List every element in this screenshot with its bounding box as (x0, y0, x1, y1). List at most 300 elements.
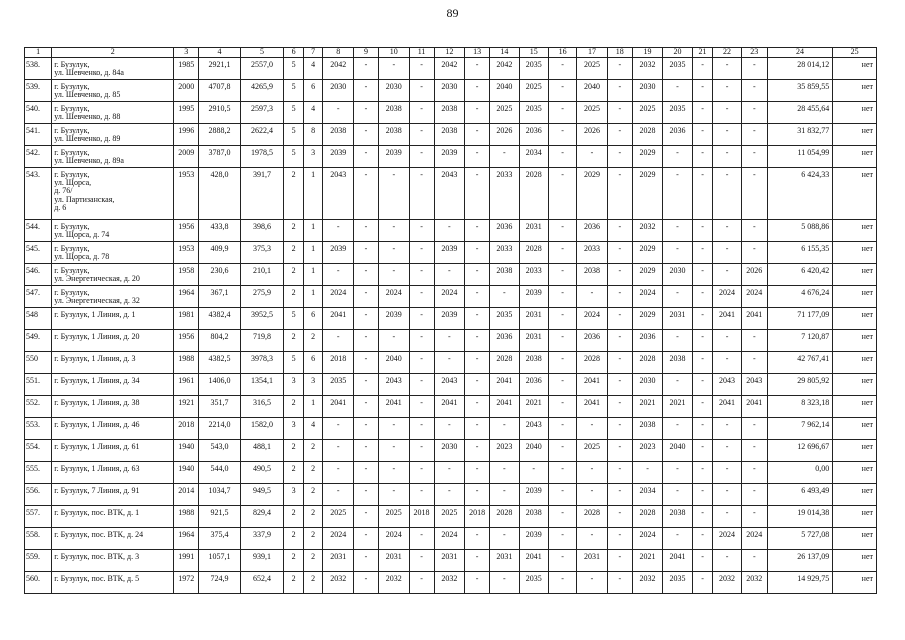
value-cell: - (353, 352, 378, 374)
value-cell: 5 (284, 124, 304, 146)
value-cell: - (713, 58, 741, 80)
value-cell: - (548, 484, 576, 506)
value-cell: - (577, 418, 608, 440)
value-cell: 1956 (174, 220, 199, 242)
value-cell: 2030 (434, 80, 465, 102)
page-number: 89 (446, 6, 459, 20)
table-row (25, 242, 877, 264)
value-cell: - (607, 506, 632, 528)
address-cell: г. Бузулук, ул. Шевченко, д. 84а (52, 58, 174, 80)
value-cell: - (409, 484, 434, 506)
value-cell: 2041 (663, 550, 692, 572)
value-cell: 2031 (519, 308, 548, 330)
table-row (25, 462, 877, 484)
value-cell: 2043 (434, 168, 465, 220)
value-cell: 2032 (632, 572, 663, 594)
value-cell: 2 (284, 572, 304, 594)
table-row (25, 572, 877, 594)
value-cell: - (409, 462, 434, 484)
value-cell: - (465, 146, 490, 168)
value-cell: 2036 (490, 220, 519, 242)
value-cell: 2028 (632, 352, 663, 374)
value-cell: - (548, 462, 576, 484)
value-cell: 5 (284, 146, 304, 168)
value-cell: 3 (303, 374, 323, 396)
value-cell: - (323, 440, 354, 462)
value-cell: - (741, 550, 767, 572)
value-cell: - (663, 484, 692, 506)
value-cell: 2021 (632, 396, 663, 418)
value-cell: - (353, 396, 378, 418)
value-cell: - (323, 220, 354, 242)
value-cell: 3952,5 (240, 308, 284, 330)
value-cell: - (607, 102, 632, 124)
value-cell: - (692, 124, 713, 146)
column-number-header: 19 (632, 48, 663, 58)
table-row (25, 286, 877, 308)
value-cell: - (548, 440, 576, 462)
value-cell: 4 (303, 102, 323, 124)
value-cell: 2 (284, 550, 304, 572)
row-number-cell: 551. (25, 374, 52, 396)
value-cell: 2028 (490, 352, 519, 374)
column-number-header: 12 (434, 48, 465, 58)
row-number-cell: 554. (25, 440, 52, 462)
column-number-header: 20 (663, 48, 692, 58)
cost-cell: 6 493,49 (767, 484, 832, 506)
value-cell: - (713, 550, 741, 572)
value-cell: - (323, 418, 354, 440)
value-cell: - (548, 264, 576, 286)
value-cell: 2028 (519, 242, 548, 264)
value-cell: - (692, 484, 713, 506)
value-cell: - (713, 242, 741, 264)
value-cell: 921,5 (199, 506, 240, 528)
value-cell: 2888,2 (199, 124, 240, 146)
value-cell: - (692, 418, 713, 440)
value-cell: 1956 (174, 330, 199, 352)
address-cell: г. Бузулук, ул. Щорса, д. 76/ ул. Партизанская, д. 6 (52, 168, 174, 220)
value-cell: 2031 (490, 550, 519, 572)
value-cell: 1964 (174, 286, 199, 308)
cost-cell: 11 054,99 (767, 146, 832, 168)
value-cell: 1953 (174, 168, 199, 220)
value-cell: - (548, 550, 576, 572)
value-cell: - (379, 264, 410, 286)
value-cell: - (741, 330, 767, 352)
value-cell: 2036 (577, 220, 608, 242)
value-cell: - (465, 220, 490, 242)
value-cell: 2038 (490, 264, 519, 286)
address-cell: г. Бузулук, 1 Линия, д. 1 (52, 308, 174, 330)
value-cell: 2032 (434, 572, 465, 594)
flag-cell: нет (833, 330, 877, 352)
value-cell: 1057,1 (199, 550, 240, 572)
row-number-cell: 546. (25, 264, 52, 286)
value-cell: 4707,8 (199, 80, 240, 102)
value-cell: 2 (284, 286, 304, 308)
value-cell: 1985 (174, 58, 199, 80)
value-cell: 2039 (323, 146, 354, 168)
cost-cell: 35 859,55 (767, 80, 832, 102)
value-cell: - (692, 80, 713, 102)
value-cell: 488,1 (240, 440, 284, 462)
value-cell: - (663, 146, 692, 168)
value-cell: 2024 (577, 308, 608, 330)
value-cell: 2028 (519, 168, 548, 220)
value-cell: - (607, 528, 632, 550)
value-cell: 1988 (174, 352, 199, 374)
value-cell: - (409, 572, 434, 594)
value-cell: 2024 (379, 528, 410, 550)
column-number-row (25, 48, 877, 58)
value-cell: - (741, 102, 767, 124)
table-row (25, 484, 877, 506)
flag-cell: нет (833, 396, 877, 418)
value-cell: 1978,5 (240, 146, 284, 168)
value-cell: 2029 (632, 168, 663, 220)
value-cell: 2 (303, 550, 323, 572)
value-cell: 2030 (632, 80, 663, 102)
value-cell: - (490, 572, 519, 594)
column-number-header: 5 (240, 48, 284, 58)
value-cell: 2025 (577, 58, 608, 80)
flag-cell: нет (833, 374, 877, 396)
address-cell: г. Бузулук, ул. Энергетическая, д. 32 (52, 286, 174, 308)
value-cell: 2038 (434, 102, 465, 124)
row-number-cell: 543. (25, 168, 52, 220)
column-number-header: 14 (490, 48, 519, 58)
value-cell: - (663, 242, 692, 264)
value-cell: 2031 (663, 308, 692, 330)
value-cell: - (692, 330, 713, 352)
cost-cell: 31 832,77 (767, 124, 832, 146)
address-cell: г. Бузулук, 7 Линия, д. 91 (52, 484, 174, 506)
address-cell: г. Бузулук, 1 Линия, д. 63 (52, 462, 174, 484)
value-cell: - (519, 462, 548, 484)
value-cell: - (663, 220, 692, 242)
value-cell: - (713, 330, 741, 352)
value-cell: 2038 (379, 102, 410, 124)
value-cell: - (353, 440, 378, 462)
address-cell: г. Бузулук, ул. Щорса, д. 74 (52, 220, 174, 242)
value-cell: 2 (284, 330, 304, 352)
value-cell: - (379, 330, 410, 352)
value-cell: - (607, 550, 632, 572)
value-cell: - (434, 220, 465, 242)
value-cell: 2 (303, 484, 323, 506)
column-number-header: 11 (409, 48, 434, 58)
value-cell: 2042 (490, 58, 519, 80)
value-cell: - (548, 58, 576, 80)
value-cell: 2039 (379, 308, 410, 330)
value-cell: 2033 (490, 242, 519, 264)
value-cell: - (548, 308, 576, 330)
value-cell: 1964 (174, 528, 199, 550)
value-cell: - (663, 80, 692, 102)
value-cell: - (490, 418, 519, 440)
value-cell: - (741, 440, 767, 462)
value-cell: 2035 (519, 102, 548, 124)
value-cell: - (577, 484, 608, 506)
table-row (25, 550, 877, 572)
address-cell: г. Бузулук, пос. ВТК, д. 5 (52, 572, 174, 594)
value-cell: 2039 (434, 308, 465, 330)
value-cell: 2041 (713, 396, 741, 418)
column-number-header: 24 (767, 48, 832, 58)
value-cell: - (692, 528, 713, 550)
cost-cell: 12 696,67 (767, 440, 832, 462)
row-number-cell: 555. (25, 462, 52, 484)
value-cell: - (353, 572, 378, 594)
value-cell: 2041 (713, 308, 741, 330)
column-number-header: 15 (519, 48, 548, 58)
value-cell: 2 (284, 242, 304, 264)
value-cell: 398,6 (240, 220, 284, 242)
value-cell: 2029 (632, 308, 663, 330)
value-cell: - (465, 58, 490, 80)
value-cell: 6 (303, 80, 323, 102)
cost-cell: 0,00 (767, 462, 832, 484)
value-cell: - (692, 550, 713, 572)
value-cell: 2039 (519, 286, 548, 308)
value-cell: - (548, 168, 576, 220)
value-cell: 724,9 (199, 572, 240, 594)
cost-cell: 5 727,08 (767, 528, 832, 550)
flag-cell: нет (833, 528, 877, 550)
value-cell: 2024 (434, 286, 465, 308)
value-cell: 337,9 (240, 528, 284, 550)
value-cell: 1995 (174, 102, 199, 124)
cost-cell: 14 929,75 (767, 572, 832, 594)
value-cell: 2043 (713, 374, 741, 396)
value-cell: 2025 (490, 102, 519, 124)
value-cell: 2025 (519, 80, 548, 102)
value-cell: - (379, 462, 410, 484)
value-cell: - (741, 168, 767, 220)
column-number-header: 2 (52, 48, 174, 58)
value-cell: - (741, 220, 767, 242)
value-cell: - (548, 220, 576, 242)
row-number-cell: 550 (25, 352, 52, 374)
value-cell: 2028 (577, 506, 608, 528)
value-cell: - (577, 528, 608, 550)
column-number-header: 16 (548, 48, 576, 58)
value-cell: 2557,0 (240, 58, 284, 80)
value-cell: - (409, 352, 434, 374)
column-number-header: 4 (199, 48, 240, 58)
value-cell: 652,4 (240, 572, 284, 594)
value-cell: 2032 (632, 220, 663, 242)
value-cell: 2028 (577, 352, 608, 374)
value-cell: - (323, 330, 354, 352)
cost-cell: 6 424,33 (767, 168, 832, 220)
flag-cell: нет (833, 308, 877, 330)
value-cell: 2024 (741, 528, 767, 550)
value-cell: - (465, 80, 490, 102)
value-cell: 2030 (323, 80, 354, 102)
value-cell: - (409, 102, 434, 124)
value-cell: 2041 (323, 396, 354, 418)
value-cell: 544,0 (199, 462, 240, 484)
value-cell: - (713, 352, 741, 374)
value-cell: 5 (284, 308, 304, 330)
value-cell: 2040 (577, 80, 608, 102)
flag-cell: нет (833, 102, 877, 124)
row-number-cell: 542. (25, 146, 52, 168)
value-cell: - (713, 418, 741, 440)
value-cell: 2029 (632, 242, 663, 264)
value-cell: 6 (303, 352, 323, 374)
value-cell: 2041 (379, 396, 410, 418)
value-cell: - (353, 124, 378, 146)
value-cell: - (353, 168, 378, 220)
value-cell: 2014 (174, 484, 199, 506)
value-cell: 2039 (434, 242, 465, 264)
value-cell: 2026 (741, 264, 767, 286)
value-cell: - (741, 58, 767, 80)
value-cell: - (379, 220, 410, 242)
value-cell: 2042 (434, 58, 465, 80)
flag-cell: нет (833, 58, 877, 80)
value-cell: 2041 (577, 374, 608, 396)
value-cell: - (490, 462, 519, 484)
value-cell: - (692, 440, 713, 462)
value-cell: - (607, 330, 632, 352)
address-cell: г. Бузулук, ул. Шевченко, д. 85 (52, 80, 174, 102)
flag-cell: нет (833, 352, 877, 374)
value-cell: 2597,3 (240, 102, 284, 124)
value-cell: - (353, 220, 378, 242)
address-cell: г. Бузулук, пос. ВТК, д. 3 (52, 550, 174, 572)
value-cell: - (353, 484, 378, 506)
address-cell: г. Бузулук, 1 Линия, д. 61 (52, 440, 174, 462)
value-cell: - (490, 286, 519, 308)
value-cell: - (663, 528, 692, 550)
value-cell: - (409, 418, 434, 440)
value-cell: 1961 (174, 374, 199, 396)
value-cell: 2 (284, 440, 304, 462)
value-cell: - (663, 286, 692, 308)
value-cell: 2033 (577, 242, 608, 264)
value-cell: - (490, 528, 519, 550)
value-cell: - (409, 220, 434, 242)
value-cell: - (692, 572, 713, 594)
value-cell: 2038 (663, 352, 692, 374)
value-cell: 2030 (379, 80, 410, 102)
value-cell: - (465, 374, 490, 396)
value-cell: - (577, 462, 608, 484)
value-cell: - (409, 146, 434, 168)
value-cell: 2 (303, 506, 323, 528)
value-cell: - (434, 352, 465, 374)
value-cell: 2038 (379, 124, 410, 146)
value-cell: 2041 (519, 550, 548, 572)
value-cell: - (663, 330, 692, 352)
value-cell: 1981 (174, 308, 199, 330)
value-cell: 2023 (490, 440, 519, 462)
value-cell: - (434, 462, 465, 484)
value-cell: 2025 (379, 506, 410, 528)
value-cell: 3787,0 (199, 146, 240, 168)
value-cell: 2035 (663, 58, 692, 80)
value-cell: 2018 (465, 506, 490, 528)
value-cell: - (409, 550, 434, 572)
flag-cell: нет (833, 418, 877, 440)
value-cell: 2 (284, 220, 304, 242)
value-cell: - (692, 462, 713, 484)
value-cell: 2035 (519, 572, 548, 594)
value-cell: 3978,3 (240, 352, 284, 374)
value-cell: 4382,4 (199, 308, 240, 330)
value-cell: - (465, 286, 490, 308)
value-cell: 2041 (741, 308, 767, 330)
value-cell: 2038 (632, 418, 663, 440)
value-cell: - (409, 264, 434, 286)
value-cell: - (607, 58, 632, 80)
table-row (25, 506, 877, 528)
column-number-header: 7 (303, 48, 323, 58)
value-cell: 2 (284, 528, 304, 550)
row-number-cell: 560. (25, 572, 52, 594)
row-number-cell: 541. (25, 124, 52, 146)
value-cell: - (607, 418, 632, 440)
value-cell: 3 (284, 374, 304, 396)
value-cell: 1958 (174, 264, 199, 286)
value-cell: 375,4 (199, 528, 240, 550)
value-cell: - (713, 168, 741, 220)
value-cell: 2026 (577, 124, 608, 146)
value-cell: - (465, 168, 490, 220)
row-number-cell: 547. (25, 286, 52, 308)
value-cell: - (607, 168, 632, 220)
value-cell: - (409, 330, 434, 352)
value-cell: - (353, 80, 378, 102)
value-cell: - (577, 146, 608, 168)
value-cell: - (607, 352, 632, 374)
value-cell: - (353, 102, 378, 124)
value-cell: - (713, 102, 741, 124)
row-number-cell: 538. (25, 58, 52, 80)
address-cell: г. Бузулук, ул. Шевченко, д. 89 (52, 124, 174, 146)
table-row (25, 528, 877, 550)
value-cell: 2021 (519, 396, 548, 418)
cost-cell: 28 014,12 (767, 58, 832, 80)
value-cell: 2040 (490, 80, 519, 102)
value-cell: - (465, 352, 490, 374)
value-cell: 2028 (632, 124, 663, 146)
value-cell: 2041 (490, 396, 519, 418)
row-number-cell: 548 (25, 308, 52, 330)
table-row (25, 418, 877, 440)
value-cell: 2031 (434, 550, 465, 572)
value-cell: - (713, 440, 741, 462)
value-cell: 2024 (434, 528, 465, 550)
row-number-cell: 549. (25, 330, 52, 352)
value-cell: - (713, 124, 741, 146)
value-cell: 2039 (323, 242, 354, 264)
value-cell: 490,5 (240, 462, 284, 484)
value-cell: 1940 (174, 462, 199, 484)
row-number-cell: 556. (25, 484, 52, 506)
value-cell: 5 (284, 58, 304, 80)
value-cell: 1 (303, 242, 323, 264)
cost-cell: 19 014,38 (767, 506, 832, 528)
value-cell: - (323, 462, 354, 484)
value-cell: - (607, 572, 632, 594)
value-cell: - (465, 550, 490, 572)
value-cell: 2025 (577, 102, 608, 124)
